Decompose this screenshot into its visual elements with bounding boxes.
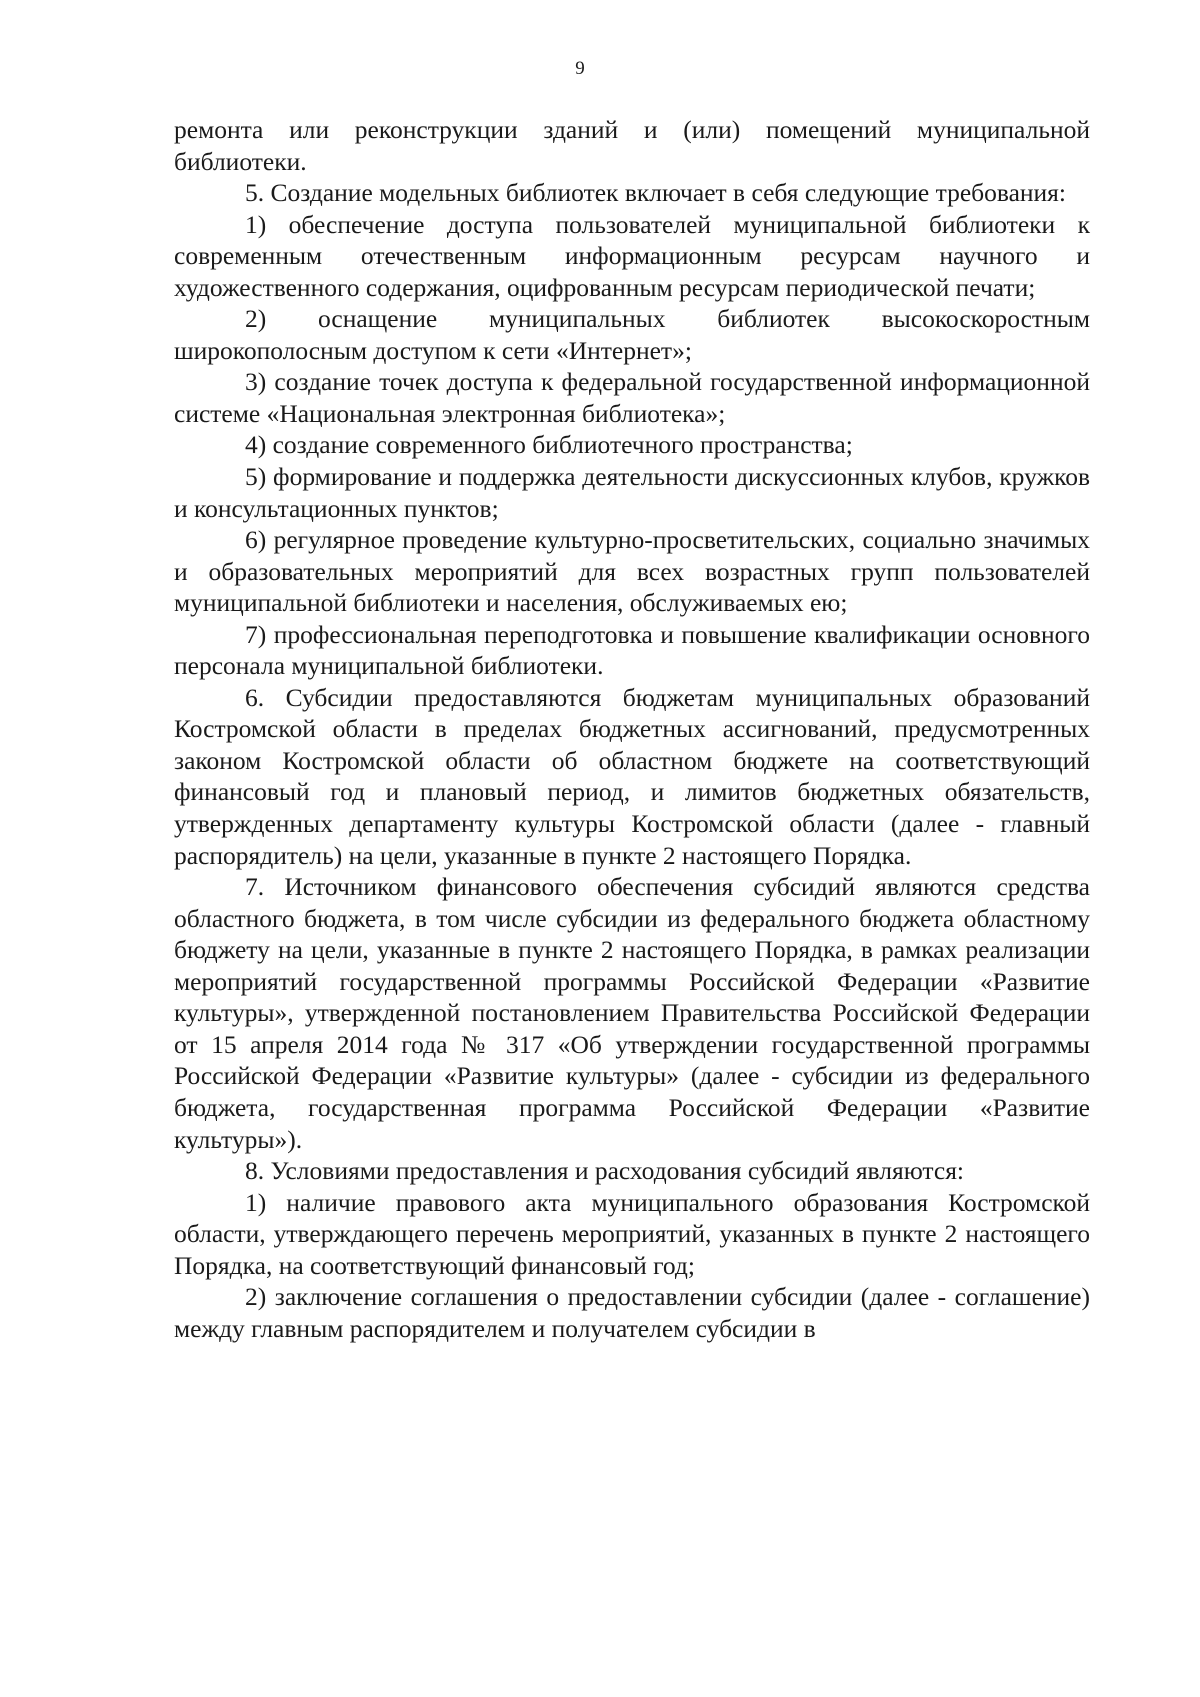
paragraph-subitem-4: 4) создание современного библиотечного пространства; — [245, 430, 853, 460]
paragraph-subitem-6: 6) регулярное проведение культурно-просветительских, социально значимых и образовательных мероприятий для всех возрастных групп пользователей муниципальной библиотеки и населения, обслуживаемых ею; — [174, 525, 1090, 618]
paragraph-subitem-5: 5) формирование и поддержка деятельности дискуссионных клубов, кружков и консультационных пунктов; — [174, 462, 1090, 523]
paragraph-subitem-1: 1) обеспечение доступа пользователей муниципальной библиотеки к современным отечественным информационным ресурсам научного и художественного содержания, оцифрованным ресурсам периодической печати; — [174, 209, 1090, 302]
paragraph-subitem-2: 2) оснащение муниципальных библиотек высокоскоростным широкополосным доступом к сети «Интернет»; — [174, 304, 1090, 365]
paragraph-subitem-3: 3) создание точек доступа к федеральной государственной информационной системе «Национальная электронная библиотека»; — [174, 367, 1090, 428]
paragraph-item-8-subitem-1: 1) наличие правового акта муниципального образования Костромской области, утверждающего перечень мероприятий, указанных в пункте 2 настоящего Порядка, на соответствующий финансовый год; — [174, 1187, 1090, 1280]
paragraph-item-8-subitem-2: 2) заключение соглашения о предоставлении субсидии (далее - соглашение) между главным распорядителем и получателем субсидии в — [174, 1282, 1090, 1343]
paragraph-subitem-7: 7) профессиональная переподготовка и повышение квалификации основного персонала муниципальной библиотеки. — [174, 619, 1090, 681]
paragraph-item-6: 6. Субсидии предоставляются бюджетам муниципальных образований Костромской области в пределах бюджетных ассигнований, предусмотренных законом Костромской области об областном бюджете на соответствующий финансовый год и плановый период, и лимитов бюджетных обязательств, утвержденных департаменту культуры Костромской области (далее - главный распорядитель) на цели, указанные в пункте 2 настоящего Порядка. — [174, 682, 1090, 870]
paragraph-item-7: 7. Источником финансового обеспечения субсидий являются средства областного бюджета, в том числе субсидии из федерального бюджета областному бюджету на цели, указанные в пункте 2 настоящего Порядка, в рамках реализации мероприятий государственной программы Российской Федерации «Развитие культуры», утвержденной постановлением Правительства Российской Федерации от 15 апреля 2014 года № 317 «Об утверждении государственной программы Российской Федерации «Развитие культуры» (далее - субсидии из федерального бюджета, государственная программа Российской Федерации «Развитие культуры»). — [174, 872, 1090, 1154]
paragraph-continuation: ремонта или реконструкции зданий и (или) помещений муниципальной библиотеки. — [174, 115, 1090, 176]
paragraph-item-8: 8. Условиями предоставления и расходования субсидий являются: — [245, 1156, 965, 1186]
paragraph-item-5: 5. Создание модельных библиотек включает в себя следующие требования: — [245, 178, 1066, 208]
page-number: 9 — [575, 58, 585, 79]
document-body — [174, 114, 1090, 1344]
